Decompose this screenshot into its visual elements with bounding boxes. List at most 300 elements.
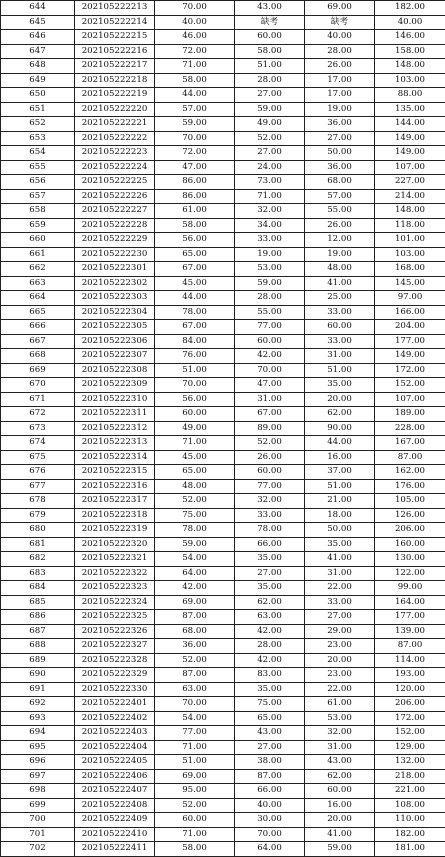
seq-number-cell: 694 [1,726,75,741]
seq-number-cell: 665 [1,305,75,320]
subject-1-score-cell: 47.00 [155,160,235,175]
table-row [1,769,445,784]
total-score-cell: 132.00 [375,755,445,770]
seq-number-cell: 692 [1,697,75,712]
subject-2-score-cell: 77.00 [235,320,305,335]
subject-2-score-cell: 33.00 [235,233,305,248]
subject-2-score-cell: 33.00 [235,508,305,523]
table-row [1,117,445,132]
total-score-cell: 177.00 [375,610,445,625]
table-row [1,44,445,59]
seq-number-cell: 649 [1,73,75,88]
table-row [1,262,445,277]
total-score-cell: 148.00 [375,59,445,74]
seq-number-cell: 653 [1,131,75,146]
exam-id-cell: 202105222322 [75,566,155,581]
total-score-cell: 114.00 [375,653,445,668]
seq-number-cell: 663 [1,276,75,291]
total-score-cell: 101.00 [375,233,445,248]
subject-3-score-cell: 59.00 [305,842,375,857]
table-row [1,88,445,103]
subject-3-score-cell: 缺考 [305,15,375,30]
subject-1-score-cell: 95.00 [155,784,235,799]
subject-3-score-cell: 25.00 [305,291,375,306]
exam-id-cell: 202105222315 [75,465,155,480]
table-row [1,320,445,335]
seq-number-cell: 652 [1,117,75,132]
subject-1-score-cell: 72.00 [155,146,235,161]
seq-number-cell: 690 [1,668,75,683]
exam-id-cell: 202105222402 [75,711,155,726]
seq-number-cell: 691 [1,682,75,697]
subject-2-score-cell: 83.00 [235,668,305,683]
subject-2-score-cell: 49.00 [235,117,305,132]
total-score-cell: 130.00 [375,552,445,567]
seq-number-cell: 650 [1,88,75,103]
table-row [1,537,445,552]
seq-number-cell: 698 [1,784,75,799]
table-row [1,392,445,407]
seq-number-cell: 685 [1,595,75,610]
seq-number-cell: 681 [1,537,75,552]
subject-2-score-cell: 66.00 [235,537,305,552]
exam-id-cell: 202105222218 [75,73,155,88]
subject-1-score-cell: 87.00 [155,668,235,683]
subject-3-score-cell: 48.00 [305,262,375,277]
total-score-cell: 227.00 [375,175,445,190]
table-row [1,697,445,712]
exam-id-cell: 202105222401 [75,697,155,712]
subject-3-score-cell: 53.00 [305,711,375,726]
seq-number-cell: 670 [1,378,75,393]
seq-number-cell: 666 [1,320,75,335]
subject-3-score-cell: 20.00 [305,653,375,668]
exam-id-cell: 202105222318 [75,508,155,523]
subject-2-score-cell: 35.00 [235,581,305,596]
subject-3-score-cell: 26.00 [305,218,375,233]
table-row [1,407,445,422]
total-score-cell: 152.00 [375,378,445,393]
exam-id-cell: 202105222323 [75,581,155,596]
seq-number-cell: 668 [1,349,75,364]
subject-2-score-cell: 60.00 [235,465,305,480]
subject-1-score-cell: 49.00 [155,421,235,436]
total-score-cell: 87.00 [375,450,445,465]
total-score-cell: 182.00 [375,827,445,842]
subject-3-score-cell: 55.00 [305,204,375,219]
exam-id-cell: 202105222317 [75,494,155,509]
subject-1-score-cell: 86.00 [155,175,235,190]
subject-3-score-cell: 44.00 [305,436,375,451]
subject-1-score-cell: 44.00 [155,88,235,103]
subject-1-score-cell: 76.00 [155,349,235,364]
total-score-cell: 206.00 [375,523,445,538]
table-row [1,175,445,190]
subject-1-score-cell: 78.00 [155,523,235,538]
subject-2-score-cell: 63.00 [235,610,305,625]
subject-1-score-cell: 52.00 [155,798,235,813]
exam-id-cell: 202105222408 [75,798,155,813]
total-score-cell: 103.00 [375,73,445,88]
subject-3-score-cell: 62.00 [305,407,375,422]
exam-id-cell: 202105222316 [75,479,155,494]
subject-1-score-cell: 54.00 [155,711,235,726]
subject-1-score-cell: 72.00 [155,44,235,59]
subject-2-score-cell: 75.00 [235,697,305,712]
exam-id-cell: 202105222216 [75,44,155,59]
seq-number-cell: 697 [1,769,75,784]
seq-number-cell: 658 [1,204,75,219]
subject-2-score-cell: 51.00 [235,59,305,74]
subject-2-score-cell: 77.00 [235,479,305,494]
seq-number-cell: 678 [1,494,75,509]
table-row [1,204,445,219]
total-score-cell: 181.00 [375,842,445,857]
table-row [1,639,445,654]
total-score-cell: 162.00 [375,465,445,480]
exam-id-cell: 202105222229 [75,233,155,248]
subject-3-score-cell: 19.00 [305,102,375,117]
subject-3-score-cell: 21.00 [305,494,375,509]
total-score-cell: 177.00 [375,334,445,349]
table-row [1,30,445,45]
table-row [1,189,445,204]
seq-number-cell: 693 [1,711,75,726]
subject-1-score-cell: 58.00 [155,73,235,88]
exam-id-cell: 202105222409 [75,813,155,828]
exam-id-cell: 202105222325 [75,610,155,625]
seq-number-cell: 651 [1,102,75,117]
exam-id-cell: 202105222405 [75,755,155,770]
subject-2-score-cell: 42.00 [235,349,305,364]
table-row [1,465,445,480]
subject-3-score-cell: 12.00 [305,233,375,248]
total-score-cell: 87.00 [375,639,445,654]
table-row [1,247,445,262]
seq-number-cell: 676 [1,465,75,480]
seq-number-cell: 647 [1,44,75,59]
subject-3-score-cell: 41.00 [305,827,375,842]
exam-id-cell: 202105222314 [75,450,155,465]
total-score-cell: 110.00 [375,813,445,828]
subject-1-score-cell: 42.00 [155,581,235,596]
table-row [1,813,445,828]
subject-1-score-cell: 51.00 [155,755,235,770]
subject-2-score-cell: 67.00 [235,407,305,422]
subject-1-score-cell: 75.00 [155,508,235,523]
subject-3-score-cell: 61.00 [305,697,375,712]
subject-1-score-cell: 45.00 [155,276,235,291]
seq-number-cell: 699 [1,798,75,813]
subject-3-score-cell: 51.00 [305,479,375,494]
total-score-cell: 40.00 [375,15,445,30]
table-row [1,653,445,668]
exam-id-cell: 202105222222 [75,131,155,146]
seq-number-cell: 660 [1,233,75,248]
exam-id-cell: 202105222225 [75,175,155,190]
subject-2-score-cell: 89.00 [235,421,305,436]
total-score-cell: 107.00 [375,160,445,175]
subject-2-score-cell: 35.00 [235,552,305,567]
subject-1-score-cell: 59.00 [155,117,235,132]
subject-1-score-cell: 52.00 [155,653,235,668]
subject-3-score-cell: 18.00 [305,508,375,523]
subject-3-score-cell: 20.00 [305,392,375,407]
total-score-cell: 167.00 [375,436,445,451]
subject-2-score-cell: 26.00 [235,450,305,465]
seq-number-cell: 657 [1,189,75,204]
subject-2-score-cell: 64.00 [235,842,305,857]
subject-1-score-cell: 77.00 [155,726,235,741]
subject-3-score-cell: 16.00 [305,450,375,465]
subject-2-score-cell: 38.00 [235,755,305,770]
subject-1-score-cell: 67.00 [155,262,235,277]
total-score-cell: 148.00 [375,204,445,219]
seq-number-cell: 687 [1,624,75,639]
table-row [1,668,445,683]
subject-1-score-cell: 64.00 [155,566,235,581]
exam-id-cell: 202105222304 [75,305,155,320]
total-score-cell: 228.00 [375,421,445,436]
seq-number-cell: 679 [1,508,75,523]
exam-id-cell: 202105222228 [75,218,155,233]
seq-number-cell: 662 [1,262,75,277]
table-row [1,479,445,494]
exam-id-cell: 202105222303 [75,291,155,306]
subject-2-score-cell: 58.00 [235,44,305,59]
table-row [1,566,445,581]
subject-2-score-cell: 43.00 [235,726,305,741]
subject-1-score-cell: 67.00 [155,320,235,335]
total-score-cell: 166.00 [375,305,445,320]
total-score-cell: 146.00 [375,30,445,45]
subject-1-score-cell: 58.00 [155,218,235,233]
subject-1-score-cell: 70.00 [155,131,235,146]
total-score-cell: 182.00 [375,1,445,16]
subject-2-score-cell: 87.00 [235,769,305,784]
subject-1-score-cell: 45.00 [155,450,235,465]
subject-3-score-cell: 43.00 [305,755,375,770]
subject-3-score-cell: 62.00 [305,769,375,784]
table-row [1,1,445,16]
exam-id-cell: 202105222330 [75,682,155,697]
subject-3-score-cell: 27.00 [305,131,375,146]
seq-number-cell: 688 [1,639,75,654]
seq-number-cell: 702 [1,842,75,857]
subject-3-score-cell: 68.00 [305,175,375,190]
subject-2-score-cell: 52.00 [235,436,305,451]
table-row [1,711,445,726]
subject-3-score-cell: 35.00 [305,537,375,552]
subject-2-score-cell: 24.00 [235,160,305,175]
exam-id-cell: 202105222217 [75,59,155,74]
seq-number-cell: 696 [1,755,75,770]
exam-id-cell: 202105222410 [75,827,155,842]
total-score-cell: 149.00 [375,349,445,364]
total-score-cell: 108.00 [375,798,445,813]
subject-3-score-cell: 33.00 [305,334,375,349]
subject-3-score-cell: 35.00 [305,378,375,393]
subject-3-score-cell: 27.00 [305,610,375,625]
subject-3-score-cell: 90.00 [305,421,375,436]
exam-id-cell: 202105222311 [75,407,155,422]
table-row [1,276,445,291]
subject-1-score-cell: 86.00 [155,189,235,204]
total-score-cell: 103.00 [375,247,445,262]
subject-2-score-cell: 31.00 [235,392,305,407]
subject-1-score-cell: 84.00 [155,334,235,349]
seq-number-cell: 644 [1,1,75,16]
table-row [1,798,445,813]
subject-1-score-cell: 59.00 [155,537,235,552]
subject-3-score-cell: 40.00 [305,30,375,45]
subject-2-score-cell: 27.00 [235,88,305,103]
subject-3-score-cell: 31.00 [305,349,375,364]
subject-2-score-cell: 53.00 [235,262,305,277]
table-row [1,784,445,799]
exam-id-cell: 202105222301 [75,262,155,277]
table-row [1,146,445,161]
table-row [1,73,445,88]
subject-2-score-cell: 27.00 [235,566,305,581]
total-score-cell: 88.00 [375,88,445,103]
subject-3-score-cell: 22.00 [305,581,375,596]
exam-id-cell: 202105222307 [75,349,155,364]
total-score-cell: 149.00 [375,146,445,161]
subject-1-score-cell: 70.00 [155,378,235,393]
subject-1-score-cell: 60.00 [155,407,235,422]
subject-1-score-cell: 71.00 [155,740,235,755]
table-row [1,363,445,378]
exam-id-cell: 202105222215 [75,30,155,45]
subject-2-score-cell: 32.00 [235,494,305,509]
subject-3-score-cell: 17.00 [305,88,375,103]
total-score-cell: 97.00 [375,291,445,306]
table-row [1,523,445,538]
seq-number-cell: 675 [1,450,75,465]
subject-1-score-cell: 65.00 [155,247,235,262]
seq-number-cell: 689 [1,653,75,668]
subject-3-score-cell: 51.00 [305,363,375,378]
subject-1-score-cell: 63.00 [155,682,235,697]
subject-2-score-cell: 27.00 [235,740,305,755]
table-row [1,59,445,74]
total-score-cell: 135.00 [375,102,445,117]
score-table-body [1,1,445,857]
subject-2-score-cell: 60.00 [235,30,305,45]
table-row [1,610,445,625]
seq-number-cell: 672 [1,407,75,422]
subject-3-score-cell: 23.00 [305,639,375,654]
total-score-cell: 118.00 [375,218,445,233]
exam-id-cell: 202105222305 [75,320,155,335]
exam-id-cell: 202105222321 [75,552,155,567]
subject-1-score-cell: 36.00 [155,639,235,654]
table-row [1,726,445,741]
subject-3-score-cell: 17.00 [305,73,375,88]
table-row [1,421,445,436]
subject-1-score-cell: 71.00 [155,59,235,74]
table-row [1,131,445,146]
total-score-cell: 221.00 [375,784,445,799]
table-row [1,160,445,175]
table-row [1,740,445,755]
total-score-cell: 139.00 [375,624,445,639]
table-row [1,450,445,465]
exam-id-cell: 202105222309 [75,378,155,393]
exam-id-cell: 202105222308 [75,363,155,378]
seq-number-cell: 671 [1,392,75,407]
subject-1-score-cell: 40.00 [155,15,235,30]
total-score-cell: 99.00 [375,581,445,596]
exam-id-cell: 202105222226 [75,189,155,204]
subject-2-score-cell: 59.00 [235,276,305,291]
subject-3-score-cell: 60.00 [305,784,375,799]
subject-3-score-cell: 22.00 [305,682,375,697]
total-score-cell: 129.00 [375,740,445,755]
subject-3-score-cell: 20.00 [305,813,375,828]
total-score-cell: 218.00 [375,769,445,784]
seq-number-cell: 659 [1,218,75,233]
seq-number-cell: 645 [1,15,75,30]
subject-2-score-cell: 71.00 [235,189,305,204]
seq-number-cell: 654 [1,146,75,161]
subject-2-score-cell: 缺考 [235,15,305,30]
subject-2-score-cell: 28.00 [235,639,305,654]
exam-id-cell: 202105222328 [75,653,155,668]
subject-2-score-cell: 35.00 [235,682,305,697]
seq-number-cell: 661 [1,247,75,262]
exam-id-cell: 202105222404 [75,740,155,755]
subject-1-score-cell: 56.00 [155,233,235,248]
total-score-cell: 145.00 [375,276,445,291]
subject-1-score-cell: 54.00 [155,552,235,567]
seq-number-cell: 656 [1,175,75,190]
seq-number-cell: 667 [1,334,75,349]
exam-id-cell: 202105222329 [75,668,155,683]
subject-3-score-cell: 37.00 [305,465,375,480]
table-row [1,349,445,364]
exam-id-cell: 202105222403 [75,726,155,741]
exam-id-cell: 202105222406 [75,769,155,784]
table-row [1,233,445,248]
subject-1-score-cell: 48.00 [155,479,235,494]
subject-1-score-cell: 69.00 [155,769,235,784]
exam-id-cell: 202105222223 [75,146,155,161]
seq-number-cell: 682 [1,552,75,567]
table-row [1,334,445,349]
subject-3-score-cell: 28.00 [305,44,375,59]
seq-number-cell: 664 [1,291,75,306]
total-score-cell: 160.00 [375,537,445,552]
subject-1-score-cell: 56.00 [155,392,235,407]
subject-3-score-cell: 36.00 [305,117,375,132]
subject-2-score-cell: 40.00 [235,798,305,813]
exam-id-cell: 202105222327 [75,639,155,654]
seq-number-cell: 646 [1,30,75,45]
exam-id-cell: 202105222213 [75,1,155,16]
exam-id-cell: 202105222306 [75,334,155,349]
subject-2-score-cell: 42.00 [235,624,305,639]
seq-number-cell: 677 [1,479,75,494]
exam-id-cell: 202105222302 [75,276,155,291]
total-score-cell: 158.00 [375,44,445,59]
subject-2-score-cell: 78.00 [235,523,305,538]
subject-1-score-cell: 71.00 [155,436,235,451]
subject-1-score-cell: 57.00 [155,102,235,117]
subject-1-score-cell: 58.00 [155,842,235,857]
subject-2-score-cell: 60.00 [235,334,305,349]
